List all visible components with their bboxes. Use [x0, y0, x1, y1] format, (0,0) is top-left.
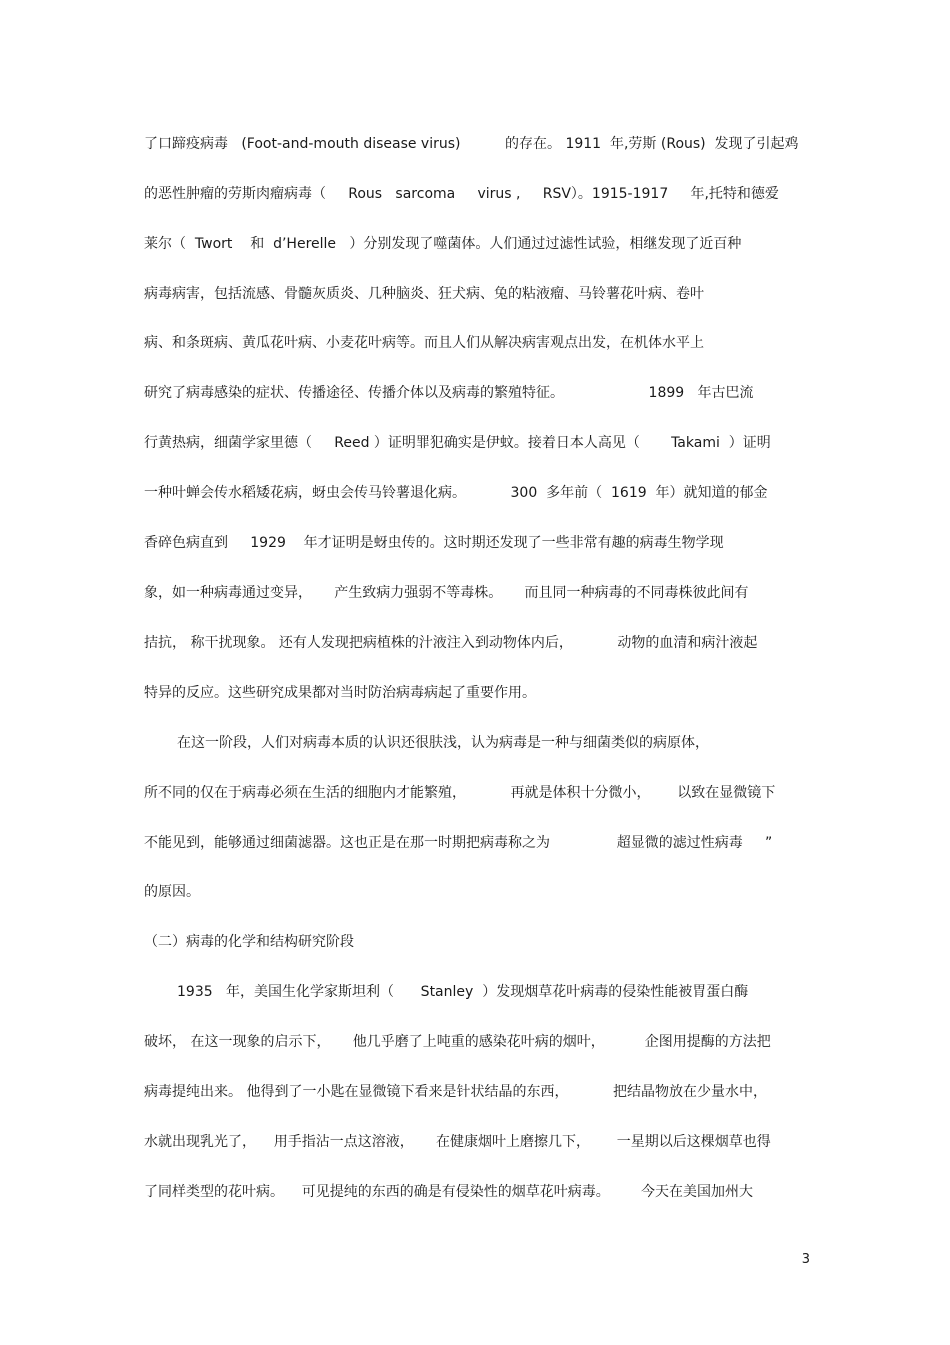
section-heading: （二）病毒的化学和结构研究阶段 [144, 934, 354, 950]
body-text-line: 病、和条斑病、黄瓜花叶病、小麦花叶病等。而且人们从解决病害观点出发，在机体水平上 [144, 335, 704, 351]
body-text-line: 一种叶蝉会传水稻矮花病，蚜虫会传马铃薯退化病。 300 多年前（ 1619 年）就知道的郁金 [144, 485, 768, 501]
page-number: 3 [801, 1252, 810, 1267]
body-text-line: 行黄热病，细菌学家里德（ Reed ）证明罪犯确实是伊蚊。接着日本人高见（ Takami ）证明 [144, 435, 771, 451]
body-text-line: 莱尔（ Twort 和 d’Herelle ）分别发现了噬菌体。人们通过过滤性试验，相继发现了近百种 [144, 236, 742, 252]
body-text-line: 香碎色病直到 1929 年才证明是蚜虫传的。这时期还发现了一些非常有趣的病毒生物学现 [144, 535, 724, 551]
body-text-line: 不能见到，能够通过细菌滤器。这也正是在那一时期把病毒称之为 超显微的滤过性病毒 ” [144, 835, 773, 851]
body-text-line: 病毒提纯出来。 他得到了一小匙在显微镜下看来是针状结晶的东西， 把结晶物放在少量水中， [144, 1084, 767, 1100]
body-text-line: 拮抗， 称干扰现象。 还有人发现把病植株的汁液注入到动物体内后， 动物的血清和病汁液起 [144, 635, 758, 651]
paragraph-first-line: 在这一阶段，人们对病毒本质的认识还很肤浅，认为病毒是一种与细菌类似的病原体， [177, 735, 709, 751]
body-text-line: 的原因。 [144, 884, 200, 900]
body-text-line: 水就出现乳光了， 用手指沾一点这溶液， 在健康烟叶上磨擦几下， 一星期以后这棵烟草也得 [144, 1134, 771, 1150]
body-text-line: 的恶性肿瘤的劳斯肉瘤病毒（ Rous sarcoma virus , RSV）。1915-1917 年,托特和德爱 [144, 186, 779, 202]
body-text-line: 病毒病害，包括流感、骨髓灰质炎、几种脑炎、狂犬病、兔的粘液瘤、马铃薯花叶病、卷叶 [144, 286, 704, 302]
body-text-line: 研究了病毒感染的症状、传播途径、传播介体以及病毒的繁殖特征。 1899 年古巴流 [144, 385, 754, 401]
paragraph-first-line: 1935 年，美国生化学家斯坦利（ Stanley ）发现烟草花叶病毒的侵染性能被胃蛋白酶 [177, 984, 749, 1000]
body-text-line: 象，如一种病毒通过变异， 产生致病力强弱不等毒株。 而且同一种病毒的不同毒株彼此间有 [144, 585, 749, 601]
body-text-line: 了口蹄疫病毒 (Foot-and-mouth disease virus) 的存在。 1911 年,劳斯 (Rous) 发现了引起鸡 [144, 136, 799, 152]
body-text-line: 所不同的仅在于病毒必须在生活的细胞内才能繁殖， 再就是体积十分微小， 以致在显微镜下 [144, 785, 776, 801]
body-text-line: 了同样类型的花叶病。 可见提纯的东西的确是有侵染性的烟草花叶病毒。 今天在美国加州大 [144, 1184, 753, 1200]
body-text-line: 特异的反应。这些研究成果都对当时防治病毒病起了重要作用。 [144, 685, 536, 701]
body-text-line: 破坏， 在这一现象的启示下， 他几乎磨了上吨重的感染花叶病的烟叶， 企图用提酶的方法把 [144, 1034, 771, 1050]
